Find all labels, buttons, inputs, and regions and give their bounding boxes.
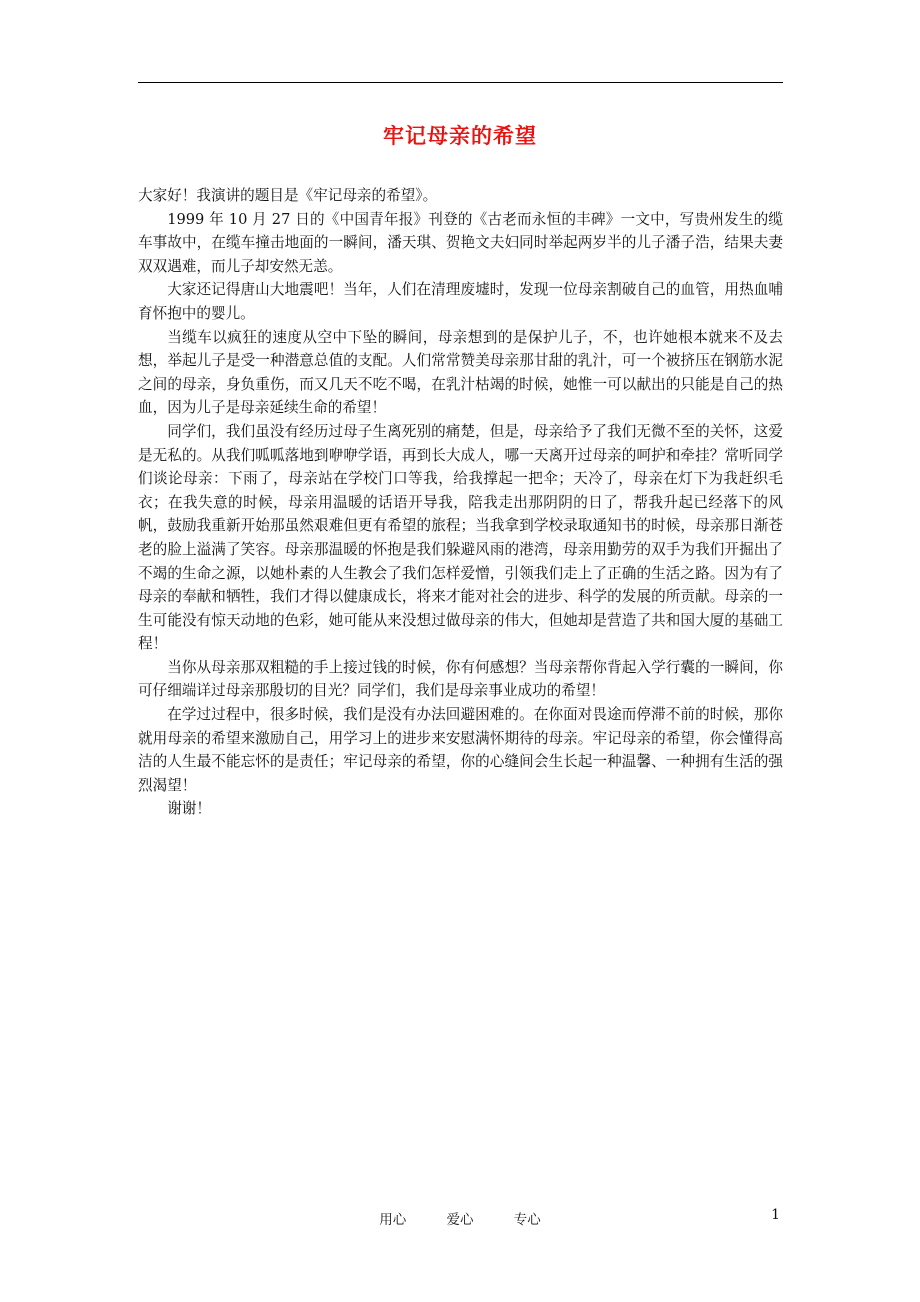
paragraph-greeting: 大家好！我演讲的题目是《牢记母亲的希望》。	[138, 187, 438, 204]
paragraph-4: 同学们，我们虽没有经历过母子生离死别的痛楚，但是，母亲给予了我们无微不至的关怀，这爱是无私的。从我们呱呱落地到咿咿学语，再到长大成人，哪一天离开过母亲的呵护和牵挂？常听同学们谈论母亲：下雨了，母亲站在学校门口等我，给我撑起一把伞；天冷了，母亲在灯下为我赶织毛衣；在我失意的时候，母亲用温暖的话语开导我，陪我走出那阴阴的日了，帮我升起已经落下的风帆，鼓励我重新开始那虽然艰难但更有希望的旅程；当我拿到学校录取通知书的时候，母亲那日渐苍老的脸上溢满了笑容。母亲那温暖的怀抱是我们躲避风雨的港湾，母亲用勤劳的双手为我们开掘出了不竭的生命之源，以她朴素的人生教会了我们怎样爱憎，引领我们走上了正确的生活之路。因为有了母亲的奉献和牺牲，我们才得以健康成长，将来才能对社会的进步、科学的发展的所贡献。母亲的一生可能没有惊天动地的色彩，她可能从来没想过做母亲的伟大，但她却是营造了共和国大厦的基础工程！	[138, 422, 783, 653]
paragraph-2: 大家还记得唐山大地震吧！当年，人们在清理废墟时，发现一位母亲割破自己的血管，用热血哺育怀抱中的婴儿。	[138, 281, 783, 322]
paragraph-thanks: 谢谢！	[167, 800, 211, 818]
footer-slogan-2: 爱心	[446, 1212, 474, 1228]
footer-slogan	[0, 1208, 920, 1228]
footer-slogan-3: 专心	[513, 1212, 541, 1228]
paragraph-1: 1999 年 10 月 27 日的《中国青年报》刊登的《古老而永恒的丰碑》一文中，写贵州发生的缆车事故中，在缆车撞击地面的一瞬间，潘天琪、贺艳文夫妇同时举起两岁半的儿子潘子浩，结果夫妻双双遇难，而儿子却安然无恙。	[138, 210, 783, 275]
paragraph-5: 当你从母亲那双粗糙的手上接过钱的时候，你有何感想？当母亲帮你背起入学行囊的一瞬间，你可仔细端详过母亲那殷切的目光？同学们，我们是母亲事业成功的希望！	[138, 658, 783, 700]
footer-slogan-1: 用心	[379, 1212, 407, 1228]
paragraph-3: 当缆车以疯狂的速度从空中下坠的瞬间，母亲想到的是保护儿子，不，也许她根本就来不及去想，举起儿子是受一种潜意总值的支配。人们常常赞美母亲那甘甜的乳汁，可一个被挤压在钢筋水泥之间的母亲，身负重伤，而又几天不吃不喝，在乳汁枯竭的时候，她惟一可以献出的只能是自己的热血，因为儿子是母亲延续生命的希望！	[138, 328, 783, 417]
header-rule	[138, 82, 783, 83]
document-title: 牢记母亲的希望	[383, 124, 537, 148]
document-body	[138, 184, 783, 821]
paragraph-6: 在学过过程中，很多时候，我们是没有办法回避困难的。在你面对畏途而停滞不前的时候，那你就用母亲的希望来激励自己，用学习上的进步来安慰满怀期待的母亲。牢记母亲的希望，你会懂得高洁的人生最不能忘怀的是责任；牢记母亲的希望，你的心缝间会生长起一种温馨、一种拥有生活的强烈渴望！	[138, 706, 783, 794]
page-number: 1	[771, 1207, 780, 1223]
